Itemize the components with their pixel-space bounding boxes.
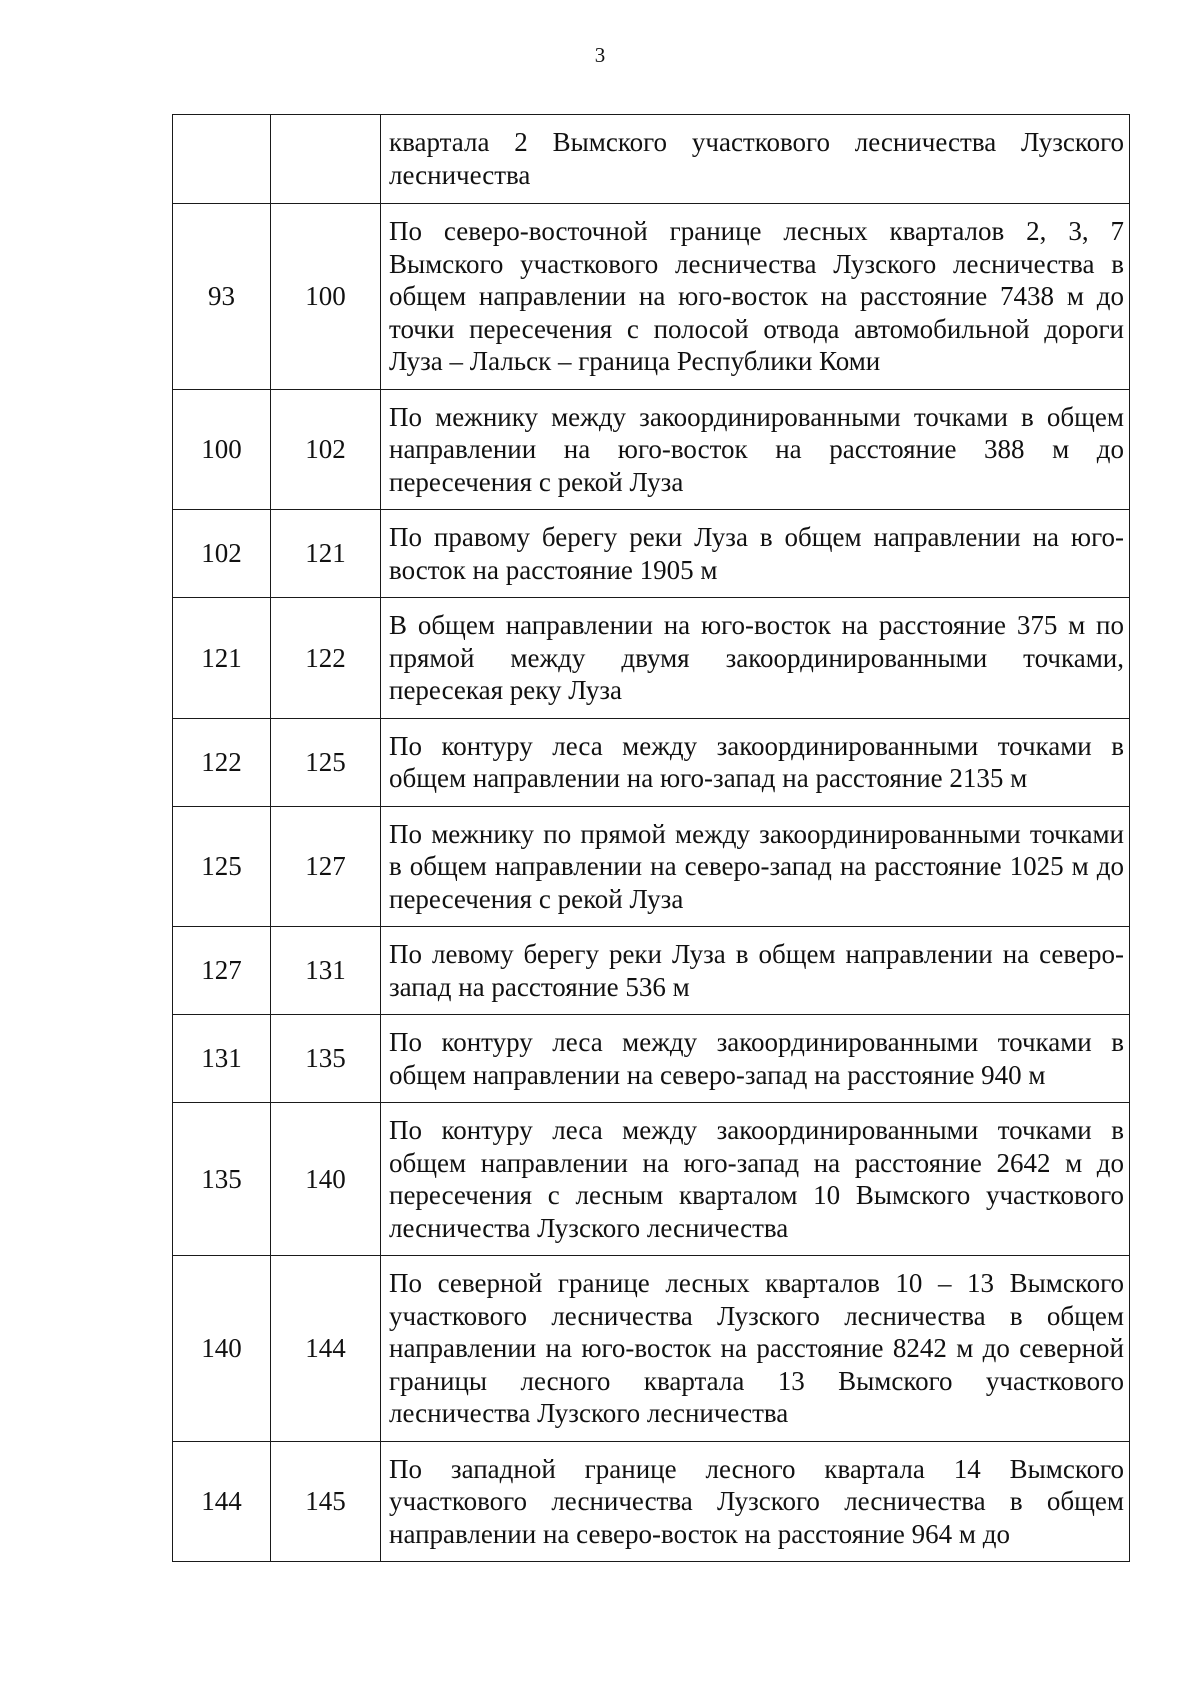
from-point-cell: 135	[173, 1103, 271, 1256]
table-row	[173, 510, 1130, 598]
table-row	[173, 598, 1130, 719]
description-cell: По северо-восточной границе лесных кварталов 2, 3, 7 Вымского участкового лесничества Лузского лесничества в общем направлении на юго-восток на расстояние 7438 м до точки пересечения с полосой отвода автомобильной дороги Луза – Лальск – граница Республики Коми	[381, 204, 1130, 390]
boundary-description-table	[172, 114, 1130, 1562]
description-cell: По контуру леса между закоординированными точками в общем направлении на северо-запад на расстояние 940 м	[381, 1015, 1130, 1103]
from-point-cell: 131	[173, 1015, 271, 1103]
description-cell: По контуру леса между закоординированными точками в общем направлении на юго-запад на расстояние 2642 м до пересечения с лесным кварталом 10 Вымского участкового лесничества Лузского лесничества	[381, 1103, 1130, 1256]
description-cell: По северной границе лесных кварталов 10 – 13 Вымского участкового лесничества Лузского лесничества в общем направлении на юго-восток на расстояние 8242 м до северной границы лесного квартала 13 Вымского участкового лесничества Лузского лесничества	[381, 1256, 1130, 1442]
description-cell: По правому берегу реки Луза в общем направлении на юго-восток на расстояние 1905 м	[381, 510, 1130, 598]
description-cell: квартала 2 Вымского участкового лесничества Лузского лесничества	[381, 115, 1130, 204]
from-point-cell	[173, 115, 271, 204]
table-row	[173, 389, 1130, 510]
from-point-cell: 122	[173, 718, 271, 806]
table-row	[173, 1103, 1130, 1256]
from-point-cell: 100	[173, 389, 271, 510]
to-point-cell: 125	[271, 718, 381, 806]
from-point-cell: 125	[173, 806, 271, 927]
description-cell: В общем направлении на юго-восток на расстояние 375 м по прямой между двумя закоординированными точками, пересекая реку Луза	[381, 598, 1130, 719]
table-row	[173, 718, 1130, 806]
from-point-cell: 121	[173, 598, 271, 719]
to-point-cell: 140	[271, 1103, 381, 1256]
table-row	[173, 1441, 1130, 1562]
to-point-cell: 131	[271, 927, 381, 1015]
to-point-cell: 121	[271, 510, 381, 598]
description-cell: По межнику по прямой между закоординированными точками в общем направлении на северо-запад на расстояние 1025 м до пересечения с рекой Луза	[381, 806, 1130, 927]
table-row	[173, 806, 1130, 927]
from-point-cell: 140	[173, 1256, 271, 1442]
description-cell: По межнику между закоординированными точками в общем направлении на юго-восток на расстояние 388 м до пересечения с рекой Луза	[381, 389, 1130, 510]
to-point-cell: 102	[271, 389, 381, 510]
to-point-cell: 127	[271, 806, 381, 927]
from-point-cell: 127	[173, 927, 271, 1015]
to-point-cell: 100	[271, 204, 381, 390]
from-point-cell: 144	[173, 1441, 271, 1562]
table-row	[173, 1015, 1130, 1103]
from-point-cell: 102	[173, 510, 271, 598]
page-number: 3	[594, 43, 606, 67]
description-cell: По западной границе лесного квартала 14 Вымского участкового лесничества Лузского лесничества в общем направлении на северо-восток на расстояние 964 м до	[381, 1441, 1130, 1562]
to-point-cell: 135	[271, 1015, 381, 1103]
description-cell: По левому берегу реки Луза в общем направлении на северо-запад на расстояние 536 м	[381, 927, 1130, 1015]
table-row	[173, 115, 1130, 204]
to-point-cell: 122	[271, 598, 381, 719]
to-point-cell	[271, 115, 381, 204]
table-row	[173, 927, 1130, 1015]
to-point-cell: 145	[271, 1441, 381, 1562]
table-row	[173, 1256, 1130, 1442]
from-point-cell: 93	[173, 204, 271, 390]
table-row	[173, 204, 1130, 390]
to-point-cell: 144	[271, 1256, 381, 1442]
description-cell: По контуру леса между закоординированными точками в общем направлении на юго-запад на расстояние 2135 м	[381, 718, 1130, 806]
